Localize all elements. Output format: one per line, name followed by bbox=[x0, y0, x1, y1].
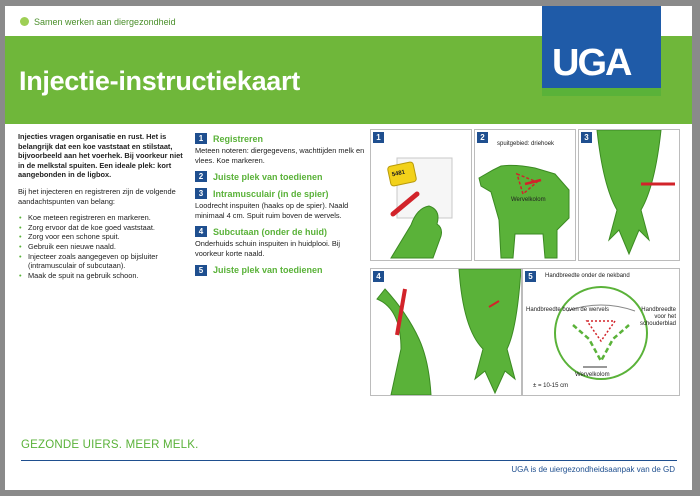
dashed-border bbox=[573, 325, 629, 361]
panel-injection-area bbox=[474, 129, 576, 261]
list-item: • Injecteer zoals aangegeven op bijsluiter (intramusculair of subcutaan). bbox=[28, 252, 183, 271]
list-item: • Maak de spuit na gebruik schoon. bbox=[28, 271, 183, 281]
step-title: Juiste plek van toedienen bbox=[213, 265, 323, 276]
panel-number: 5 bbox=[525, 271, 536, 282]
tagline-text: Samen werken aan diergezondheid bbox=[34, 17, 176, 27]
logo-text: UGA bbox=[552, 42, 631, 84]
intro-column bbox=[18, 132, 183, 280]
step-body: Onderhuids schuin inspuiten in huidplooi. Bij voorkeur korte naald. bbox=[195, 239, 341, 258]
step-number: 5 bbox=[195, 265, 207, 276]
steps-column bbox=[195, 133, 365, 276]
ear-tag-number: 5481 bbox=[391, 169, 406, 179]
panel-number: 1 bbox=[373, 132, 384, 143]
step-4-header bbox=[195, 226, 365, 237]
panel-location-diagram bbox=[522, 268, 680, 396]
intramuscular-illustration bbox=[579, 130, 679, 260]
step-1-header bbox=[195, 133, 365, 144]
step-body: Meteen noteren: diergegevens, wachttijden melk en vlees. Koe markeren. bbox=[195, 146, 365, 165]
step-body: Loodrecht inspuiten (haaks op de spier). Naald minimaal 4 cm. Spuit ruim boven de wervels. bbox=[195, 201, 349, 220]
step-number: 3 bbox=[195, 188, 207, 199]
step-title: Juiste plek van toedienen bbox=[213, 171, 323, 182]
cow-body-icon bbox=[479, 165, 569, 258]
list-item: • Koe meteen registreren en markeren. bbox=[28, 213, 183, 223]
step-title: Subcutaan (onder de huid) bbox=[213, 226, 327, 237]
cow-neck-icon bbox=[597, 130, 661, 254]
registration-illustration bbox=[371, 130, 471, 260]
step-number: 1 bbox=[195, 133, 207, 144]
footer-divider bbox=[21, 460, 677, 461]
list-item: • Zorg voor een schone spuit. bbox=[28, 232, 183, 242]
panel-number: 3 bbox=[581, 132, 592, 143]
panel-number: 2 bbox=[477, 132, 488, 143]
step-title: Registreren bbox=[213, 133, 264, 144]
right-label: Handbreedte voor het schouderblad bbox=[639, 307, 676, 327]
triangle-area-icon bbox=[587, 321, 615, 341]
subcutaneous-illustration bbox=[371, 269, 521, 395]
intro-bold: Injecties vragen organisatie en rust. Het is belangrijk dat een koe vaststaat en stilstaat, bijvoorbeeld aan het voerhek. Bij voorkeur niet in de melkstal spuiten. Een ideale plek: kort aangebonden in de ligbox. bbox=[18, 132, 183, 180]
step-number: 2 bbox=[195, 171, 207, 182]
spine-label: Wervelkolom bbox=[511, 197, 546, 203]
step-title: Intramusculair (in de spier) bbox=[213, 188, 329, 199]
page-title: Injectie-instructiekaart bbox=[19, 66, 300, 96]
spine-label: Wervelkolom bbox=[575, 372, 610, 378]
uga-logo bbox=[542, 6, 661, 96]
top-label: Handbreedte onder de nekband bbox=[545, 273, 630, 279]
measure-label: ± = 10-15 cm bbox=[533, 383, 569, 389]
bullet-dot-icon bbox=[20, 17, 29, 26]
tagline bbox=[20, 17, 176, 27]
cow-illustration bbox=[475, 130, 575, 260]
footer-text: UGA is de uiergezondheidsaanpak van de GD bbox=[511, 465, 675, 474]
step-3-header bbox=[195, 188, 365, 199]
intro-lead: Bij het injecteren en registreren zijn de volgende aandachtspunten van belang: bbox=[18, 186, 176, 206]
panel-intramuscular bbox=[578, 129, 680, 261]
list-item: • Gebruik een nieuwe naald. bbox=[28, 242, 183, 252]
cow-neck-icon bbox=[459, 269, 521, 393]
instruction-card bbox=[5, 6, 692, 490]
panel-number: 4 bbox=[373, 271, 384, 282]
section-circle bbox=[555, 287, 647, 379]
footer-slogan: GEZONDE UIERS. MEER MELK. bbox=[21, 439, 199, 451]
injection-area-label: spuitgebied: driehoek bbox=[497, 141, 555, 147]
step-number: 4 bbox=[195, 226, 207, 237]
left-label: Handbreedte boven de wervels bbox=[526, 307, 610, 313]
step-2-header bbox=[195, 171, 365, 182]
step-5-header bbox=[195, 265, 365, 276]
logo-bar bbox=[542, 88, 661, 96]
panel-registration bbox=[370, 129, 472, 261]
bullet-list bbox=[18, 213, 183, 280]
panel-subcutaneous bbox=[370, 268, 522, 396]
list-item: • Zorg ervoor dat de koe goed vaststaat. bbox=[28, 223, 183, 233]
